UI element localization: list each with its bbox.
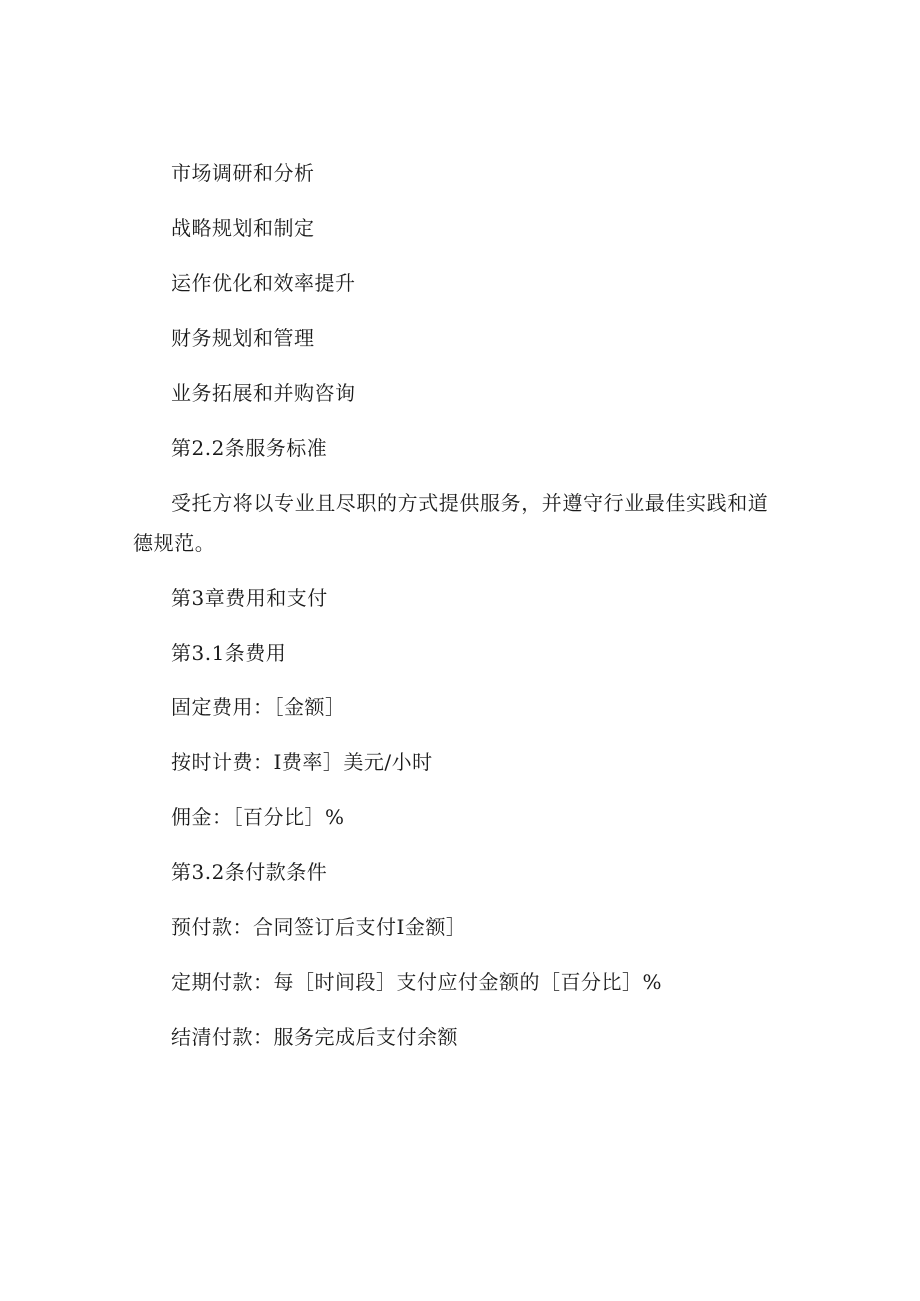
- service-item-finance: 财务规划和管理: [171, 326, 315, 350]
- service-item-business-expansion: 业务拓展和并购咨询: [171, 381, 356, 405]
- fixed-fee-line: 固定费用：［金额］: [171, 695, 346, 719]
- advance-payment-line: 预付款：合同签订后支付I金额］: [171, 915, 467, 939]
- service-item-market-research: 市场调研和分析: [171, 161, 315, 185]
- hourly-fee-line: 按时计费：I费率］美元/小时: [171, 750, 433, 774]
- chapter-3-title: 第3章费用和支付: [171, 586, 328, 610]
- section-2-2-body: 受托方将以专业且尽职的方式提供服务，并遵守行业最佳实践和道德规范。: [133, 491, 769, 555]
- service-item-operations: 运作优化和效率提升: [171, 271, 356, 295]
- section-3-2-heading: 第3.2条付款条件: [171, 860, 328, 884]
- commission-line: 佣金：［百分比］%: [171, 805, 345, 829]
- final-payment-line: 结清付款：服务完成后支付余额: [171, 1025, 458, 1049]
- section-3-1-heading: 第3.1条费用: [171, 641, 287, 665]
- service-item-strategy: 战略规划和制定: [171, 216, 315, 240]
- section-2-2-heading: 第2.2条服务标准: [171, 436, 328, 460]
- periodic-payment-line: 定期付款：每［时间段］支付应付金额的［百分比］%: [171, 970, 663, 994]
